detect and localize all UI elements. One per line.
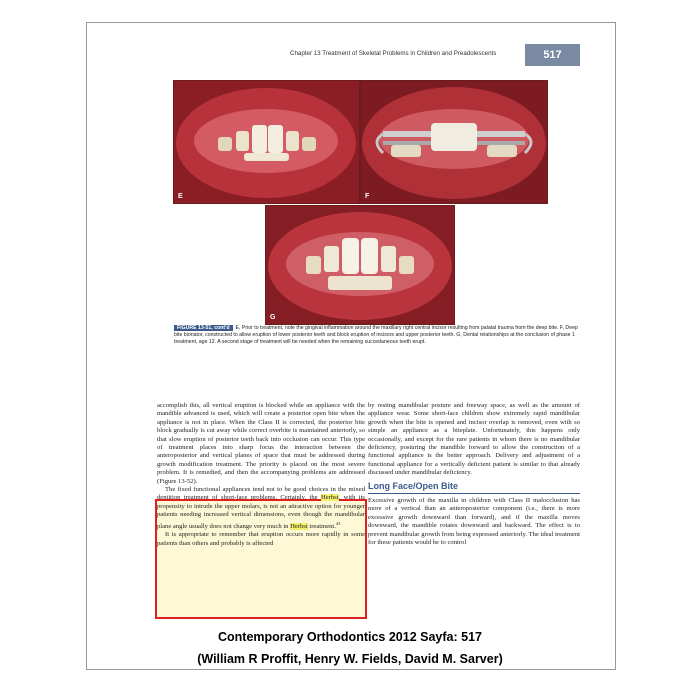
highlighted-term-herbst-2: Herbst [290, 522, 308, 530]
mouth-image-g [266, 206, 454, 324]
dental-photo-f [360, 80, 548, 204]
left-paragraph-2-text-a: The fixed functional appliances tend not to be good choices in the mixed dentition treatment of short-face problems. Certainly, the [157, 486, 365, 502]
left-paragraph-2-text-c: treatment. [307, 522, 336, 530]
photo-label-e: E [178, 193, 183, 200]
figure-caption-text: E, Prior to treatment, note the gingival inflammation around the maxillary right central incisor resulting from palatal trauma from the deep bite. F, Deep bite bionator, constructed to allow eruption of lower posterior teeth and block eruption of incisors and upper posterior teeth. G, Dental relationships at the conclusion of phase 1 treatment, age 12. A second stage of treatment will be needed when the remaining succedaneous teeth erupt. [174, 325, 578, 345]
highlighted-term-herbst-1: Herbst [321, 494, 339, 502]
section-heading: Long Face/Open Bite [368, 480, 459, 491]
figure-caption [174, 325, 584, 346]
reference-number: 43 [335, 520, 341, 526]
photo-label-f: F [365, 193, 370, 200]
right-paragraph-1: by resting mandibular posture and freeway space, as well as the amount of appliance wear. Some short-face children show extremely rapid mandibular growth when the bite is opened and incisor overlap is removed, even with so simple an appliance as a biteplate. Unfortunately, this happens only occasionally, and except for the rare patients in whom there is no mandibular deficiency, posturing the mandible forward to allow the construction of a functional appliance is the better approach. Delivery and adjustment of a functional appliance for a vertically deficient patient is similar to that already discussed under mandibular deficiency. [368, 402, 580, 477]
photo-label-g: G [270, 314, 276, 321]
right-paragraph-2: Excessive growth of the maxilla in children with Class II malocclusion has more of a vertical than an anteroposterior component (i.e., there is more excessive growth downward than forward), and if the maxilla moves downward, the mandible rotates downward and backward. The effect is to prevent mandibular growth from being expressed anteriorly. The ideal treatment for these patients would be to control [368, 497, 580, 547]
source-authors: (William R Proffit, Henry W. Fields, David M. Sarver) [197, 652, 503, 666]
mouth-image-e [174, 81, 359, 203]
section-divider [368, 493, 580, 494]
left-paragraph-2-text-b: , with its propensity to intrude the upper molars, is not an attractive option for younger patients needing increased vertical dimensions, even though the mandibular plane angle usually does not change very much in [157, 494, 365, 530]
figure-label: FIGURE 13-51, cont'd [174, 325, 233, 331]
left-paragraph-2 [157, 486, 365, 531]
chapter-header: Chapter 13 Treatment of Skeletal Problems in Children and Preadolescents [290, 50, 497, 57]
left-paragraph-3: It is appropriate to remember that eruption occurs more rapidly in some patients than others and probably is affected [157, 531, 365, 547]
right-column [368, 402, 580, 548]
left-paragraph-1: accomplish this, all vertical eruption is blocked while an appliance with the mandible advanced is used, which will create a posterior open bite when the appliance is not in place. When the Class II is corrected, the posterior bite block gradually is cut away while correct overbite is maintained anteriorly, so that slow eruption of posterior teeth back into occlusion can occur. This type of treatment places into sharp focus the interaction between the anteroposterior and vertical planes of space that must be addressed during growth modification treatment. The priority is placed on the most severe problem. It is remedied, and then the accompanying problems are addressed (Figure 13-52). [157, 402, 365, 485]
source-title: Contemporary Orthodontics 2012 Sayfa: 517 [218, 630, 482, 644]
mouth-image-f [361, 81, 547, 203]
dental-photo-g [265, 205, 455, 325]
left-column [157, 402, 365, 548]
dental-photo-e [173, 80, 360, 204]
page-number-badge: 517 [525, 44, 580, 66]
